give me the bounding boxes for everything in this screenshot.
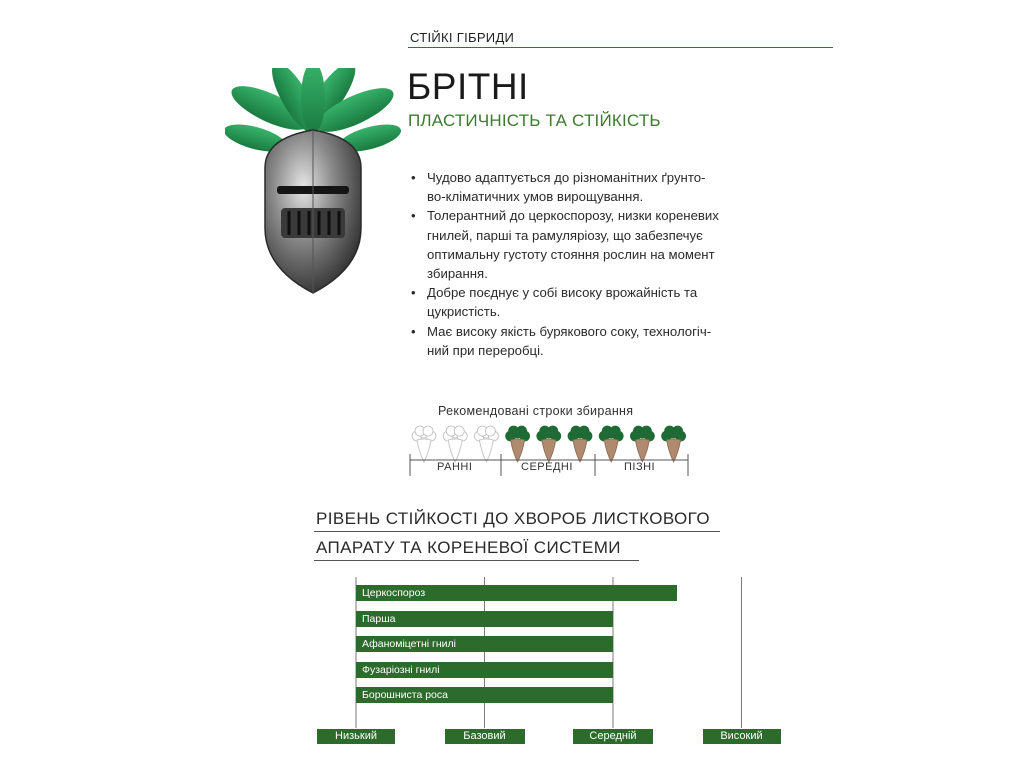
- section-rule: [314, 560, 639, 561]
- sugar-beet-icon: [537, 426, 561, 462]
- harvest-caption: Рекомендовані строки збирання: [438, 404, 634, 418]
- section-title-line1: РІВЕНЬ СТІЙКОСТІ ДО ХВОРОБ ЛИСТКОВОГО: [316, 509, 710, 528]
- chart-bar: [356, 585, 677, 601]
- sugar-beet-icon: [506, 426, 530, 462]
- bullet-icon: •: [411, 170, 416, 185]
- sugar-beet-icon: [443, 426, 467, 462]
- chart-bar: [356, 611, 613, 627]
- list-item: [405, 283, 785, 321]
- list-item: [405, 322, 785, 360]
- bullet-icon: •: [411, 285, 416, 301]
- product-title: БРІТНІ: [407, 66, 529, 107]
- bar-label: Фузаріозні гнилі: [362, 663, 440, 676]
- section-title-line2: АПАРАТУ ТА КОРЕНЕВОЇ СИСТЕМИ: [316, 538, 621, 557]
- bullet-line: цукристість.: [427, 304, 501, 320]
- header-label: СТІЙКІ ГІБРИДИ: [410, 30, 515, 45]
- bullet-icon: •: [411, 323, 416, 339]
- harvest-timeline: [404, 424, 704, 484]
- bullet-line: гнилей, парші та рамуляріозу, що забезпечує: [427, 227, 703, 243]
- bar-label: Парша: [362, 612, 396, 625]
- bar-label: Церкоспороз: [362, 587, 426, 599]
- stage-label-late: ПІЗНІ: [624, 461, 656, 473]
- bullet-line: оптимальну густоту стояння рослин на момент: [427, 246, 715, 262]
- sugar-beet-icon: [630, 426, 654, 462]
- bullet-icon: •: [411, 208, 416, 224]
- list-item: [405, 206, 785, 283]
- bullet-line: Має високу якість бурякового соку, технологіч-: [427, 323, 712, 339]
- knight-helmet-icon: [225, 68, 405, 298]
- sugar-beet-icon: [412, 426, 436, 462]
- level-label: Середній: [573, 729, 653, 744]
- bullet-line: збирання.: [427, 266, 488, 282]
- chart-bar: [356, 636, 613, 652]
- sugar-beet-icon: [599, 426, 623, 462]
- level-label: Базовий: [445, 729, 525, 744]
- level-label: Високий: [703, 729, 781, 744]
- product-tagline: ПЛАСТИЧНІСТЬ ТА СТІЙКІСТЬ: [408, 111, 661, 130]
- bar-label: Афаноміцетні гнилі: [362, 638, 456, 650]
- stage-label-mid: СЕРЕДНІ: [521, 461, 573, 473]
- feature-list: [405, 168, 785, 360]
- section-rule: [314, 531, 720, 532]
- sugar-beet-icon: [568, 426, 592, 462]
- sugar-beet-icon: [474, 426, 498, 462]
- bar-label: Борошниста роса: [362, 689, 448, 701]
- bullet-line: Чудово адаптується до різноманітних ґрунто-: [427, 170, 706, 185]
- bullet-line: ний при переробці.: [427, 342, 544, 358]
- bullet-line: Толерантний до церкоспорозу, низки кореневих: [427, 208, 719, 224]
- level-label: Низький: [317, 729, 395, 744]
- chart-bar: [356, 687, 613, 703]
- bullet-line: Добре поєднує у собі високу врожайність та: [427, 285, 698, 301]
- list-item: [405, 168, 785, 206]
- header-rule: [408, 47, 833, 48]
- stage-label-early: РАННІ: [437, 461, 473, 473]
- bullet-line: во-кліматичних умов вирощування.: [427, 189, 644, 205]
- chart-bar: [356, 662, 613, 678]
- sugar-beet-icon: [662, 426, 686, 462]
